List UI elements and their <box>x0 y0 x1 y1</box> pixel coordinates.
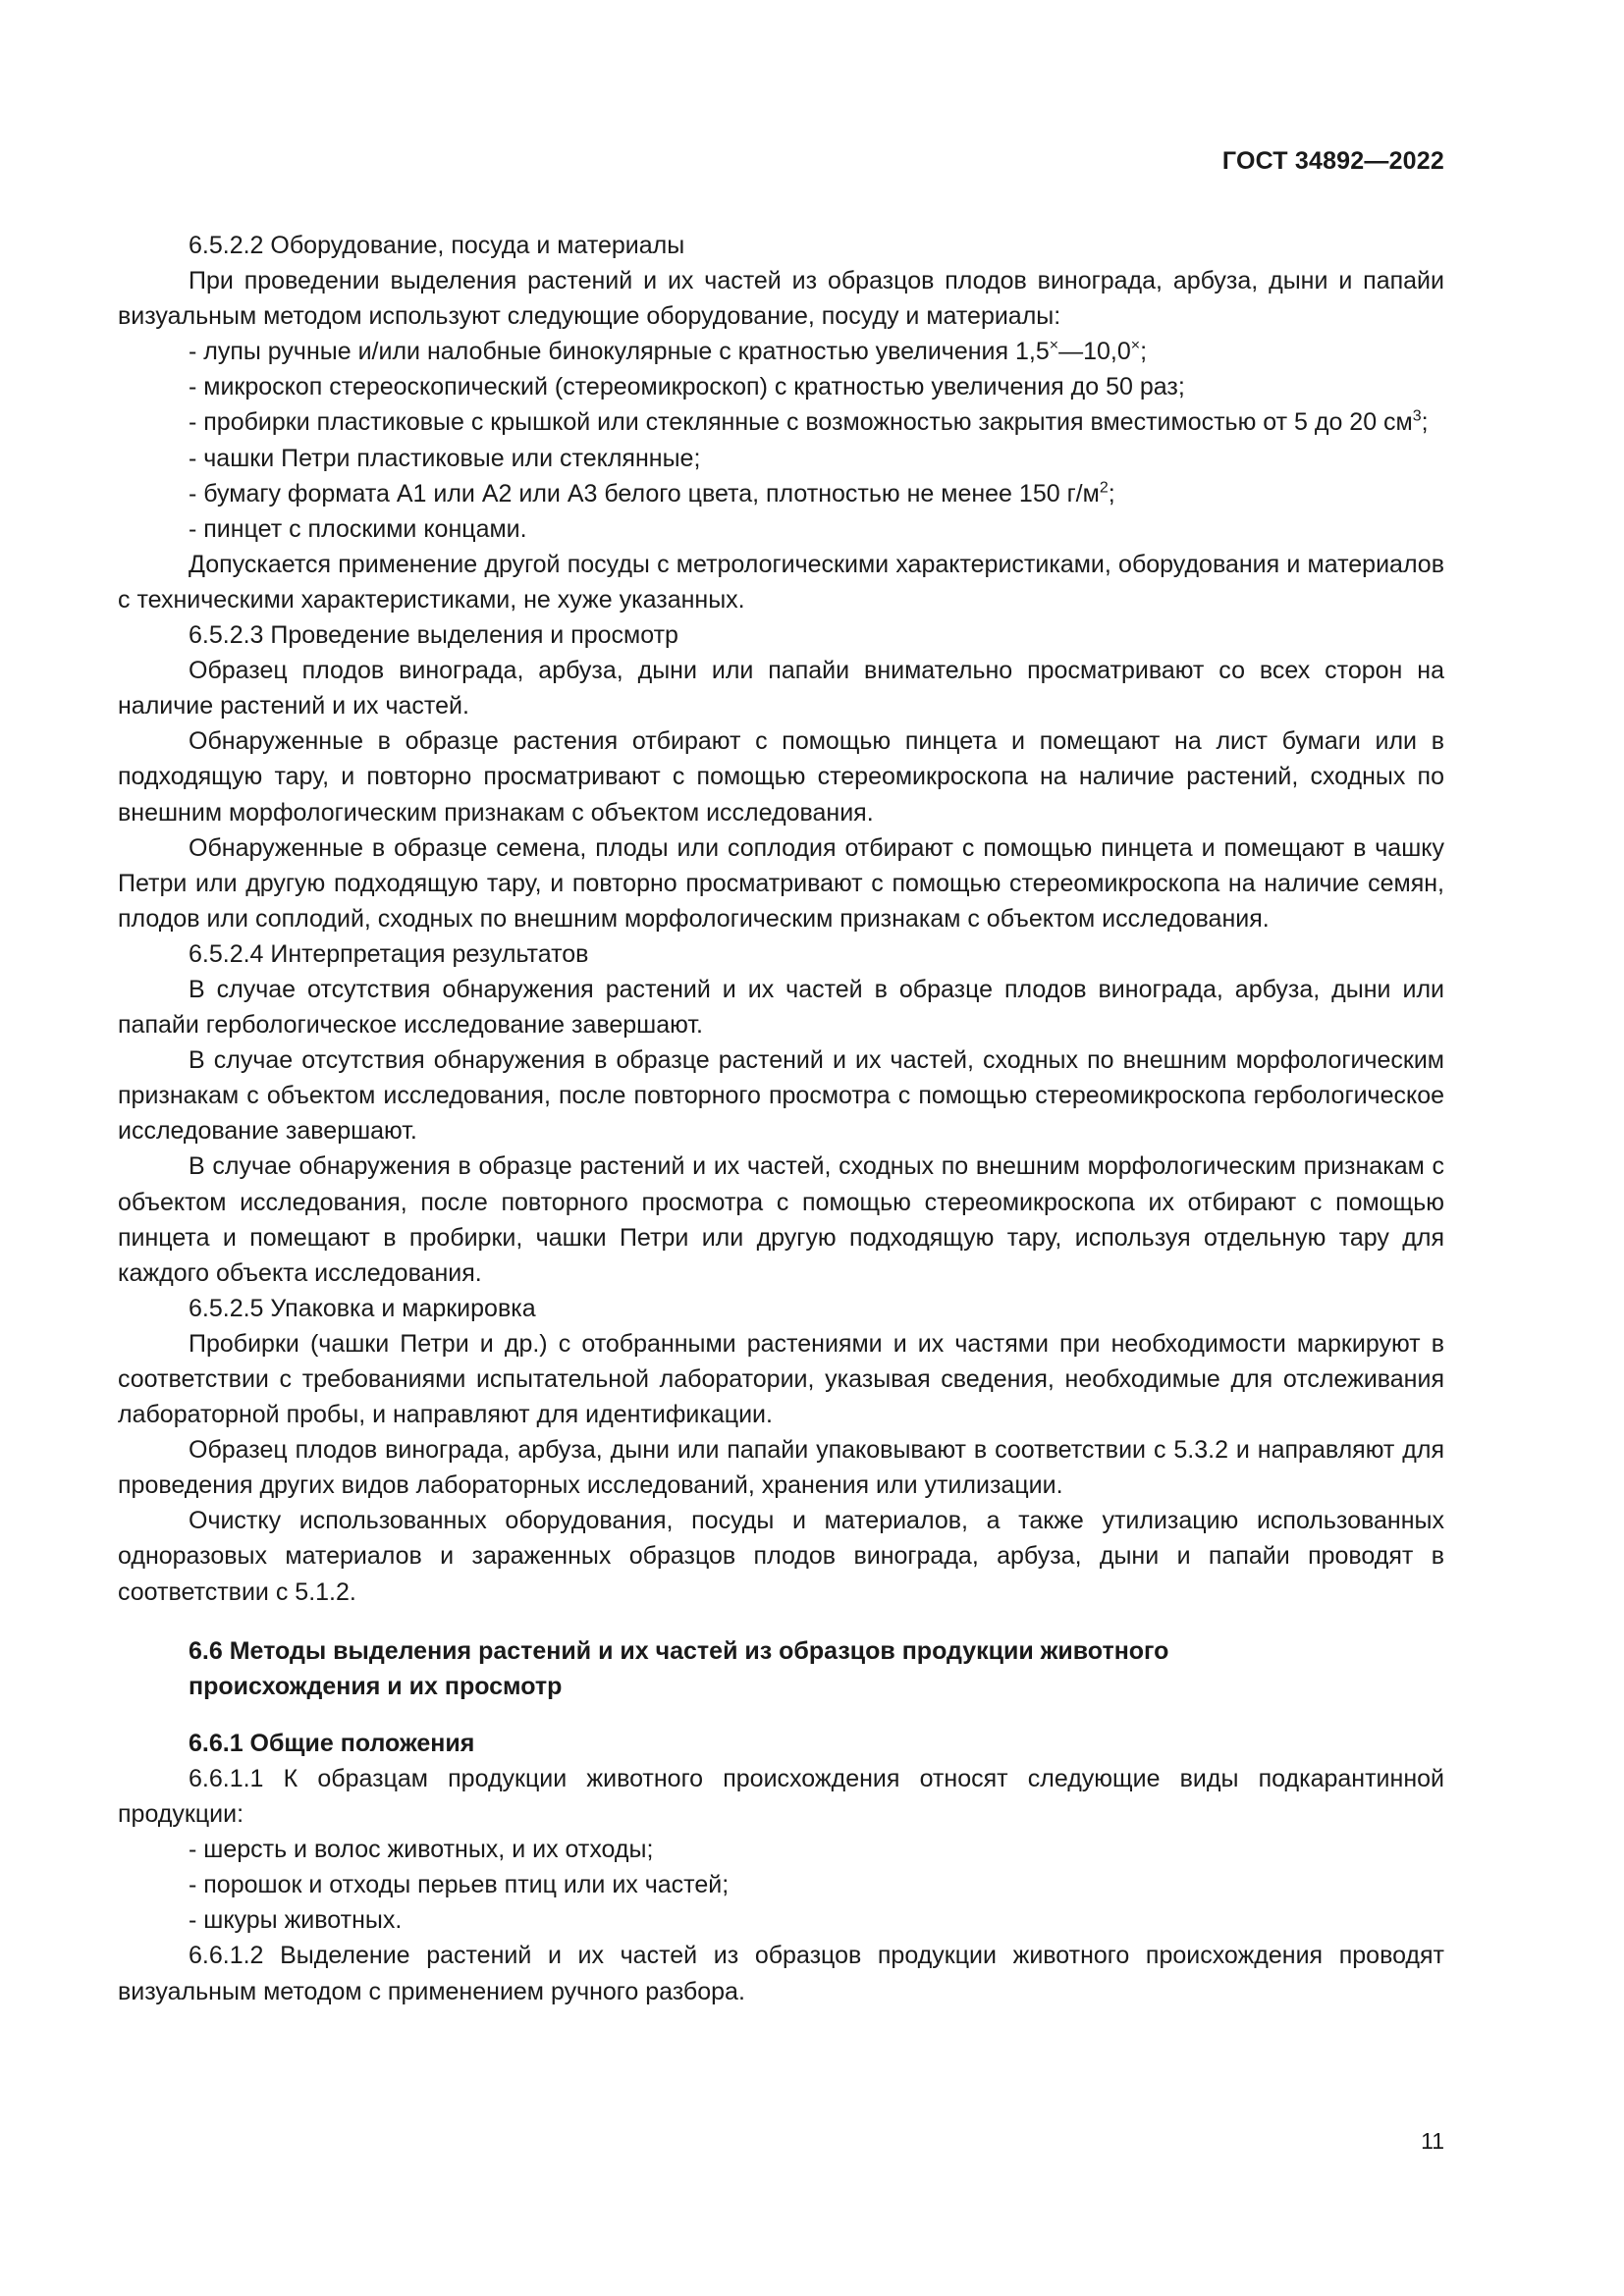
list-item: - пробирки пластиковые с крышкой или стеклянные с возможностью закрытия вместимостью от 5 до 20 $см^3$; <box>189 407 1429 437</box>
list-item: - микроскоп стереоскопический (стереомикроскоп) с кратностью увеличения до 50 раз; <box>189 373 1185 401</box>
paragraph: В случае отсутствия обнаружения растений и их частей в образце плодов винограда, арбуза, дыни или папайи гербологическое исследование завершают. <box>118 975 1444 1040</box>
list-item: - лупы ручные и/или налобные бинокулярные с кратностью увеличения 1,5×—10,0×; <box>189 337 1148 366</box>
section-66-heading: 6.6 Методы выделения растений и их частей из образцов продукции животного происхождения и их просмотр <box>189 1636 1169 1700</box>
section-6525-title: 6.5.2.5 Упаковка и маркировка <box>189 1294 536 1322</box>
paragraph: Образец плодов винограда, арбуза, дыни или папайи внимательно просматривают со всех сторон на наличие растений и их частей. <box>118 657 1444 721</box>
list-item: - шерсть и волос животных, и их отходы; <box>189 1836 654 1864</box>
list-item: - шкуры животных. <box>189 1906 403 1935</box>
section-6522-title: 6.5.2.2 Оборудование, посуда и материалы <box>189 232 685 259</box>
section-6523-title: 6.5.2.3 Проведение выделения и просмотр <box>189 621 678 650</box>
paragraph: Пробирки (чашки Петри и др.) с отобранными растениями и их частями при необходимости маркируют в соответствии с требованиями испытательной лаборатории, указывая сведения, необходимые для отслеживания лабораторной пробы, и направляют для идентификации. <box>118 1329 1444 1429</box>
paragraph: 6.6.1.2 Выделение растений и их частей из образцов продукции животного происхождения проводят визуальным методом с применением ручного разбора. <box>118 1942 1444 2005</box>
paragraph: В случае отсутствия обнаружения в образце растений и их частей, сходных по внешним морфологическим признакам с объектом исследования, после повторного просмотра с помощью стереомикроскопа гербологическое исследование завершают. <box>118 1046 1444 1146</box>
section-661-heading: 6.6.1 Общие положения <box>189 1729 475 1757</box>
paragraph: 6.6.1.1 К образцам продукции животного происхождения относят следующие виды подкарантинной продукции: <box>118 1764 1444 1829</box>
list-item: - пинцет с плоскими концами. <box>189 514 527 543</box>
paragraph: Обнаруженные в образце семена, плоды или соплодия отбирают с помощью пинцета и помещают в чашку Петри или другую подходящую тару, и повторно просматривают с помощью стереомикроскопа на наличие семян, плодов или соплодий, сходных по внешним морфологическим признакам с объектом исследования. <box>118 833 1444 933</box>
list-item: - порошок и отходы перьев птиц или их частей; <box>189 1871 730 1899</box>
list-item: - бумагу формата А1 или А2 или А3 белого цвета, плотностью не менее 150 $г/м^2$; <box>189 479 1115 507</box>
section-6524-title: 6.5.2.4 Интерпретация результатов <box>189 939 589 968</box>
paragraph: Допускается применение другой посуды с метрологическими характеристиками, оборудования и материалов с техническими характеристиками, не хуже указанных. <box>118 550 1444 614</box>
section-6522-intro: При проведении выделения растений и их частей из образцов плодов винограда, арбуза, дыни и папайи визуальным методом используют следующие оборудование, посуду и материалы: <box>118 267 1444 331</box>
document-body <box>118 228 1444 2009</box>
document-code: ГОСТ 34892—2022 <box>1221 147 1444 175</box>
paragraph: В случае обнаружения в образце растений и их частей, сходных по внешним морфологическим признакам с объектом исследования, после повторного просмотра с помощью стереомикроскопа их отбирают с помощью пинцета и помещают в пробирки, чашки Петри или другую подходящую тару, используя отдельную тару для каждого объекта исследования. <box>118 1152 1444 1287</box>
list-item: - чашки Петри пластиковые или стеклянные; <box>189 444 701 472</box>
paragraph: Очистку использованных оборудования, посуды и материалов, а также утилизацию использованных одноразовых материалов и зараженных образцов плодов винограда, арбуза, дыни и папайи проводят в соответствии с 5.1.2. <box>118 1507 1444 1606</box>
paragraph: Обнаруженные в образце растения отбирают с помощью пинцета и помещают на лист бумаги или в подходящую тару, и повторно просматривают с помощью стереомикроскопа на наличие растений, сходных по внешним морфологическим признакам с объектом исследования. <box>118 727 1444 827</box>
page-number: 11 <box>1421 2128 1444 2154</box>
paragraph: Образец плодов винограда, арбуза, дыни или папайи упаковывают в соответствии с 5.3.2 и направляют для проведения других видов лабораторных исследований, хранения или утилизации. <box>118 1436 1444 1500</box>
